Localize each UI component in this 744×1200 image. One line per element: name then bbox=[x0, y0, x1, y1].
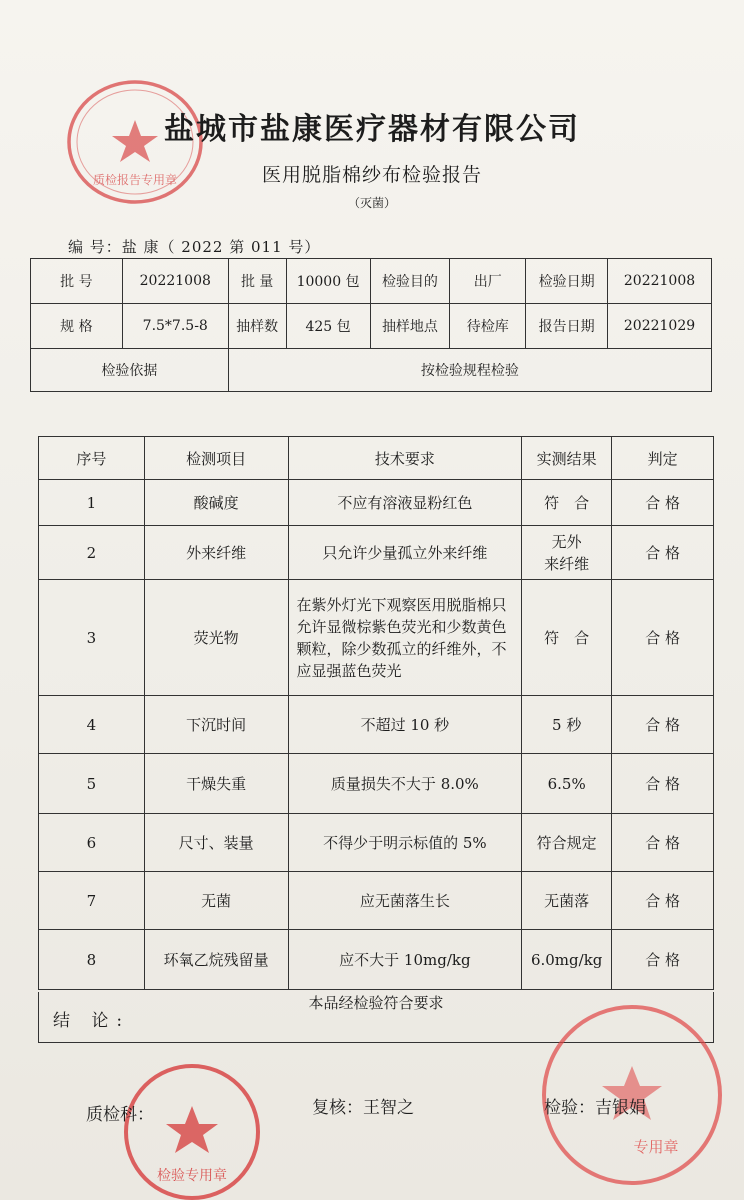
report-date-value: 20221029 bbox=[608, 304, 712, 349]
svg-text:专用章: 专用章 bbox=[633, 1138, 679, 1156]
row-verdict: 合 格 bbox=[612, 696, 714, 754]
sample-label: 抽样数 bbox=[228, 304, 286, 349]
info-row-1 bbox=[31, 259, 712, 304]
row-no: 4 bbox=[39, 696, 145, 754]
table-row bbox=[39, 580, 714, 696]
inspect-date-label: 检验日期 bbox=[526, 259, 608, 304]
report-number: 编 号：盐 康（ 2022 第 011 号） bbox=[68, 238, 321, 256]
table-header-row bbox=[39, 437, 714, 480]
location-value: 待检库 bbox=[450, 304, 526, 349]
row-item: 无菌 bbox=[144, 872, 288, 930]
row-verdict: 合 格 bbox=[612, 754, 714, 814]
row-requirement: 只允许少量孤立外来纤维 bbox=[288, 526, 522, 580]
row-requirement: 不得少于明示标值的 5% bbox=[288, 814, 522, 872]
row-result: 6.5% bbox=[522, 754, 612, 814]
info-table bbox=[30, 258, 712, 392]
row-no: 8 bbox=[39, 930, 145, 990]
table-row bbox=[39, 696, 714, 754]
batch-value: 20221008 bbox=[122, 259, 228, 304]
row-no: 7 bbox=[39, 872, 145, 930]
review-signature: 复核：王智之 bbox=[312, 1098, 414, 1118]
row-no: 3 bbox=[39, 580, 145, 696]
row-result: 符 合 bbox=[522, 480, 612, 526]
table-row bbox=[39, 814, 714, 872]
header-item: 检测项目 bbox=[144, 437, 288, 480]
table-row bbox=[39, 872, 714, 930]
row-item: 环氧乙烷残留量 bbox=[144, 930, 288, 990]
row-result: 符合规定 bbox=[522, 814, 612, 872]
row-verdict: 合 格 bbox=[612, 872, 714, 930]
report-subtitle: （灭菌） bbox=[347, 196, 396, 210]
row-result: 6.0mg/kg bbox=[522, 930, 612, 990]
row-item: 酸碱度 bbox=[144, 480, 288, 526]
table-row bbox=[39, 754, 714, 814]
info-row-basis bbox=[31, 349, 712, 392]
row-verdict: 合 格 bbox=[612, 930, 714, 990]
row-no: 2 bbox=[39, 526, 145, 580]
row-requirement: 应不大于 10mg/kg bbox=[288, 930, 522, 990]
row-verdict: 合 格 bbox=[612, 526, 714, 580]
inspection-stamp-bottom-left bbox=[112, 1056, 272, 1200]
row-no: 1 bbox=[39, 480, 145, 526]
location-label: 抽样地点 bbox=[370, 304, 450, 349]
row-item: 干燥失重 bbox=[144, 754, 288, 814]
row-result: 无外 来纤维 bbox=[522, 526, 612, 580]
inspector-signature: 检验：吉银娟 bbox=[544, 1098, 646, 1118]
row-result: 5 秒 bbox=[522, 696, 612, 754]
row-no: 6 bbox=[39, 814, 145, 872]
company-name: 盐城市盐康医疗器材有限公司 bbox=[164, 112, 580, 147]
header-result: 实测结果 bbox=[522, 437, 612, 480]
svg-text:检验专用章: 检验专用章 bbox=[157, 1168, 227, 1184]
test-results-table bbox=[38, 436, 714, 990]
report-title: 医用脱脂棉纱布检验报告 bbox=[261, 164, 482, 186]
row-item: 下沉时间 bbox=[144, 696, 288, 754]
quantity-label: 批 量 bbox=[228, 259, 286, 304]
basis-value: 按检验规程检验 bbox=[228, 349, 711, 392]
row-result: 符 合 bbox=[522, 580, 612, 696]
row-verdict: 合 格 bbox=[612, 814, 714, 872]
qc-signature-label: 质检科： bbox=[86, 1105, 154, 1125]
quantity-value: 10000 包 bbox=[286, 259, 370, 304]
sample-value: 425 包 bbox=[286, 304, 370, 349]
inspect-date-value: 20221008 bbox=[608, 259, 712, 304]
header-no: 序号 bbox=[39, 437, 145, 480]
batch-label: 批 号 bbox=[31, 259, 123, 304]
spec-label: 规 格 bbox=[31, 304, 123, 349]
row-requirement: 质量损失不大于 8.0% bbox=[288, 754, 522, 814]
row-item: 荧光物 bbox=[144, 580, 288, 696]
report-date-label: 报告日期 bbox=[526, 304, 608, 349]
table-row bbox=[39, 480, 714, 526]
spec-value: 7.5*7.5-8 bbox=[122, 304, 228, 349]
row-item: 尺寸、装量 bbox=[144, 814, 288, 872]
row-requirement: 不超过 10 秒 bbox=[288, 696, 522, 754]
row-no: 5 bbox=[39, 754, 145, 814]
purpose-value: 出厂 bbox=[450, 259, 526, 304]
conclusion-text: 本品经检验符合要求 bbox=[308, 994, 444, 1012]
purpose-label: 检验目的 bbox=[370, 259, 450, 304]
row-verdict: 合 格 bbox=[612, 580, 714, 696]
row-requirement: 不应有溶液显粉红色 bbox=[288, 480, 522, 526]
svg-text:质检报告专用章: 质检报告专用章 bbox=[92, 173, 178, 187]
table-row bbox=[39, 930, 714, 990]
row-result: 无菌落 bbox=[522, 872, 612, 930]
info-row-2 bbox=[31, 304, 712, 349]
row-requirement: 应无菌落生长 bbox=[288, 872, 522, 930]
row-verdict: 合 格 bbox=[612, 480, 714, 526]
row-item: 外来纤维 bbox=[144, 526, 288, 580]
row-requirement: 在紫外灯光下观察医用脱脂棉只允许显微棕紫色荧光和少数黄色颗粒，除少数孤立的纤维外，不应显强蓝色荧光 bbox=[288, 580, 522, 696]
conclusion-label: 结 论: bbox=[53, 1011, 131, 1031]
table-row bbox=[39, 526, 714, 580]
header-requirement: 技术要求 bbox=[288, 437, 522, 480]
basis-label: 检验依据 bbox=[31, 349, 229, 392]
header-verdict: 判定 bbox=[612, 437, 714, 480]
